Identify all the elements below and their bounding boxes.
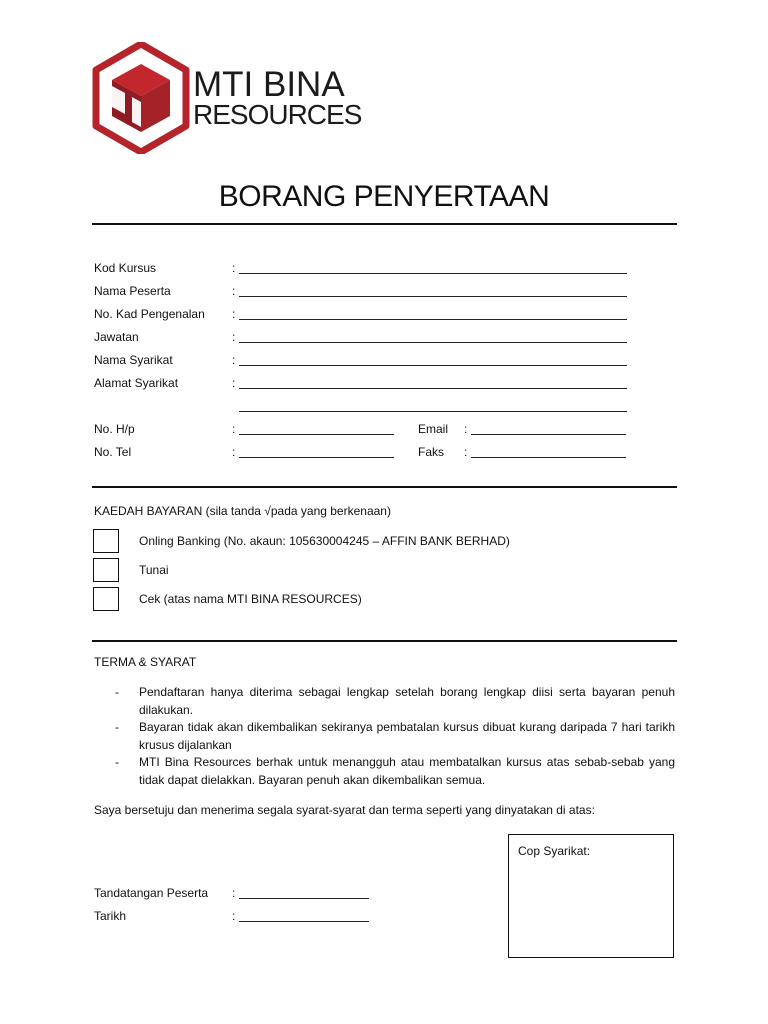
- cek-checkbox[interactable]: [93, 587, 119, 611]
- term-text: Pendaftaran hanya diterima sebagai lengkap setelah borang lengkap diisi serta bayaran penuh dilakukan.: [139, 685, 675, 717]
- field-colon: :: [232, 445, 236, 459]
- field-label: Nama Peserta: [94, 284, 171, 298]
- terms-list-item: [115, 719, 675, 754]
- no-tel-input-line[interactable]: [239, 457, 394, 458]
- field-label: No. Kad Pengenalan: [94, 307, 205, 321]
- email-input-line[interactable]: [471, 434, 626, 435]
- cube-logo-icon: [92, 42, 190, 154]
- no-hp-input-line[interactable]: [239, 434, 394, 435]
- field-colon: :: [232, 284, 236, 298]
- faks-input-line[interactable]: [471, 457, 626, 458]
- logo-text-line1: MTI BINA: [193, 65, 345, 104]
- nama-peserta-input-line[interactable]: [239, 296, 627, 297]
- field-colon: :: [232, 422, 236, 436]
- terms-list: [115, 684, 675, 789]
- field-label: No. H/p: [94, 422, 135, 436]
- jawatan-input-line[interactable]: [239, 342, 627, 343]
- field-label: Tandatangan Peserta: [94, 886, 209, 900]
- divider: [92, 223, 677, 225]
- field-colon: :: [232, 353, 236, 367]
- bullet-dash: -: [115, 755, 119, 769]
- tarikh-input-line[interactable]: [239, 921, 369, 922]
- company-stamp-box[interactable]: [508, 834, 674, 958]
- term-text: Bayaran tidak akan dikembalikan sekiranya pembatalan kursus dibuat kurang daripada 7 hari tarikh krusus dijalankan: [139, 720, 675, 752]
- field-colon: :: [232, 886, 236, 900]
- field-label: Kod Kursus: [94, 261, 157, 275]
- field-label: Email: [418, 422, 449, 436]
- field-label: Faks: [418, 445, 445, 459]
- agreement-statement: Saya bersetuju dan menerima segala syarat-syarat dan terma seperti yang dinyatakan di atas:: [94, 803, 595, 817]
- tunai-label: Tunai: [139, 563, 169, 577]
- bullet-dash: -: [115, 720, 119, 734]
- divider: [92, 640, 677, 642]
- field-label: No. Tel: [94, 445, 132, 459]
- online-banking-label: Onling Banking (No. akaun: 105630004245 – AFFIN BANK BERHAD): [139, 534, 510, 548]
- tunai-checkbox[interactable]: [93, 558, 119, 582]
- company-logo: [92, 42, 362, 154]
- field-label: Alamat Syarikat: [94, 376, 179, 390]
- page-title: BORANG PENYERTAAN: [218, 180, 550, 213]
- field-colon: :: [232, 376, 236, 390]
- field-colon: :: [464, 445, 468, 459]
- terms-heading: TERMA & SYARAT: [94, 655, 197, 669]
- field-colon: :: [232, 261, 236, 275]
- divider: [92, 486, 677, 488]
- company-stamp-label: Cop Syarikat:: [518, 844, 591, 858]
- field-colon: :: [232, 330, 236, 344]
- kod-kursus-input-line[interactable]: [239, 273, 627, 274]
- bullet-dash: -: [115, 685, 119, 699]
- nama-syarikat-input-line[interactable]: [239, 365, 627, 366]
- field-colon: :: [232, 307, 236, 321]
- field-label: Nama Syarikat: [94, 353, 173, 367]
- alamat-syarikat-input-line[interactable]: [239, 388, 627, 389]
- logo-text-line2: RESOURCES: [193, 99, 362, 130]
- online-banking-checkbox[interactable]: [93, 529, 119, 553]
- field-label: Jawatan: [94, 330, 139, 344]
- no-kad-input-line[interactable]: [239, 319, 627, 320]
- alamat-syarikat-input-line-2[interactable]: [239, 411, 627, 412]
- cek-label: Cek (atas nama MTI BINA RESOURCES): [139, 592, 362, 606]
- term-text: MTI Bina Resources berhak untuk menangguh atau membatalkan kursus atas sebab-sebab yang tidak dapat dielakkan. Bayaran penuh akan dikembalikan semua.: [139, 755, 675, 787]
- tandatangan-input-line[interactable]: [239, 898, 369, 899]
- payment-heading: KAEDAH BAYARAN (sila tanda √pada yang berkenaan): [94, 504, 391, 518]
- field-colon: :: [232, 909, 236, 923]
- terms-list-item: [115, 754, 675, 789]
- field-colon: :: [464, 422, 468, 436]
- terms-list-item: [115, 684, 675, 719]
- field-label: Tarikh: [94, 909, 127, 923]
